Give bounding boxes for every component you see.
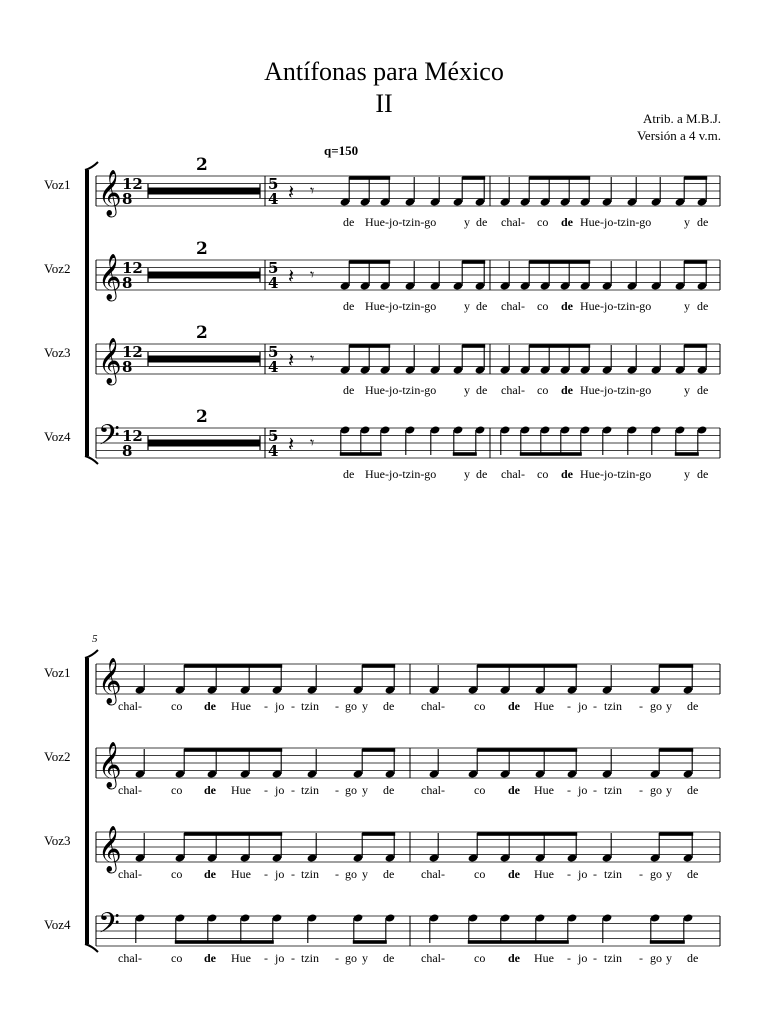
voz3-s1-beam <box>349 344 390 348</box>
voz1-s1-timesig-5-4-num: 5 <box>268 175 279 193</box>
voz2-s1-beam <box>529 260 590 264</box>
voz1-s1-beam <box>684 176 707 180</box>
lyric-syllable: de <box>476 215 488 229</box>
voice-label-voz3-system2: Voz3 <box>44 833 71 848</box>
lyric-syllable: - <box>335 699 339 713</box>
voz2-s1-quarter-rest: 𝄽 <box>288 264 295 288</box>
voz1-s2-beam <box>184 664 282 668</box>
lyric-syllable: de <box>697 215 709 229</box>
lyric-syllable: tzin <box>604 951 622 965</box>
lyric-syllable: y <box>362 783 368 797</box>
voice-label-voz1-system2: Voz1 <box>44 665 71 680</box>
voice-label-voz2-system1: Voz2 <box>44 261 71 276</box>
voz2-s1-eighth-rest: 𝄾 <box>310 265 315 284</box>
voz3-s1-treble-clef: 𝄞 <box>98 338 122 384</box>
voz4-s1-beam <box>675 452 699 456</box>
lyric-syllable: - <box>639 699 643 713</box>
lyric-syllable: de <box>561 215 573 229</box>
lyric-syllable: Hue-jo-tzin-go <box>580 215 652 229</box>
lyric-syllable: Hue-jo-tzin-go <box>580 299 652 313</box>
lyric-syllable: co <box>171 951 183 965</box>
lyric-syllable: de <box>204 783 216 797</box>
lyric-syllable: - <box>264 867 268 881</box>
lyric-syllable: - <box>639 951 643 965</box>
voz4-s2-beam <box>175 940 274 944</box>
lyric-syllable: y <box>464 215 470 229</box>
lyric-syllable: - <box>291 951 295 965</box>
lyric-syllable: de <box>508 699 520 713</box>
lyric-syllable: - <box>264 951 268 965</box>
voz4-s1-beam <box>453 452 477 456</box>
lyric-syllable: Hue <box>534 867 554 881</box>
lyric-syllable: y <box>666 699 672 713</box>
voz3-s1-eighth-rest: 𝄾 <box>310 349 315 368</box>
voz1-s1-timesig-5-4-den: 4 <box>268 190 279 208</box>
lyric-syllable: - <box>567 951 571 965</box>
lyric-syllable: de <box>687 699 699 713</box>
lyric-syllable: chal- <box>118 699 142 713</box>
lyric-syllable: de <box>508 867 520 881</box>
lyric-syllable: - <box>264 699 268 713</box>
lyric-syllable: - <box>335 951 339 965</box>
lyric-syllable: co <box>474 699 486 713</box>
voz3-s1-beam <box>462 344 485 348</box>
voz3-s2-treble-clef: 𝄞 <box>98 826 122 872</box>
lyric-syllable: chal- <box>118 951 142 965</box>
lyric-syllable: co <box>537 215 549 229</box>
voz3-s2-beam <box>362 832 395 836</box>
voz2-s1-multirest-bar <box>148 272 260 279</box>
lyric-syllable: Hue-jo-tzin-go <box>365 299 437 313</box>
lyric-syllable: - <box>567 699 571 713</box>
voz2-s1-multirest-count: 2 <box>196 239 208 259</box>
lyric-syllable: de <box>343 467 355 481</box>
lyric-syllable: - <box>593 699 597 713</box>
lyric-syllable: tzin <box>301 951 319 965</box>
lyric-syllable: co <box>474 951 486 965</box>
lyric-syllable: - <box>567 783 571 797</box>
lyric-syllable: tzin <box>301 783 319 797</box>
voz3-s1-beam <box>529 344 590 348</box>
lyric-syllable: chal- <box>501 383 525 397</box>
lyric-syllable: go <box>345 951 357 965</box>
lyric-syllable: chal- <box>421 699 445 713</box>
lyric-syllable: Hue <box>231 699 251 713</box>
voz4-s2-beam <box>650 940 685 944</box>
lyric-syllable: y <box>464 467 470 481</box>
voz2-s2-beam <box>477 748 577 752</box>
composer-line-2: Versión a 4 v.m. <box>636 128 721 143</box>
composer-line-1: Atrib. a M.B.J. <box>643 111 721 126</box>
voz3-s2-beam <box>659 832 693 836</box>
lyric-syllable: de <box>697 383 709 397</box>
lyric-syllable: go <box>650 783 662 797</box>
voice-label-voz3-system1: Voz3 <box>44 345 71 360</box>
voz4-s1-timesig-12-8-den: 8 <box>122 442 133 460</box>
lyric-syllable: jo <box>578 951 588 965</box>
voz3-s1-timesig-12-8-den: 8 <box>122 358 133 376</box>
lyric-syllable: y <box>684 299 690 313</box>
voz4-s2-beam <box>468 940 569 944</box>
lyric-syllable: - <box>593 867 597 881</box>
lyric-syllable: de <box>687 783 699 797</box>
lyric-syllable: Hue <box>534 699 554 713</box>
lyric-syllable: Hue-jo-tzin-go <box>580 467 652 481</box>
lyric-syllable: de <box>508 951 520 965</box>
lyric-syllable: de <box>383 867 395 881</box>
piece-title: Antífonas para México <box>264 57 504 86</box>
voz3-s2-beam <box>477 832 577 836</box>
system-2-bracket-top <box>85 650 98 658</box>
lyric-syllable: de <box>476 467 488 481</box>
lyric-syllable: de <box>687 867 699 881</box>
system-2-bracket <box>85 658 89 944</box>
lyric-syllable: de <box>204 951 216 965</box>
lyric-syllable: co <box>171 783 183 797</box>
piece-subtitle: II <box>375 89 393 118</box>
voz1-s2-beam <box>362 664 395 668</box>
lyric-syllable: go <box>345 867 357 881</box>
voz3-s1-timesig-12-8-num: 12 <box>122 343 143 361</box>
lyric-syllable: Hue-jo-tzin-go <box>365 467 437 481</box>
voz3-s1-multirest-count: 2 <box>196 323 208 343</box>
voz2-s1-treble-clef: 𝄞 <box>98 254 122 300</box>
lyric-syllable: chal- <box>501 299 525 313</box>
lyric-syllable: y <box>362 867 368 881</box>
tempo-marking: q=150 <box>324 143 359 158</box>
lyric-syllable: go <box>650 951 662 965</box>
voz1-s1-beam <box>462 176 485 180</box>
lyric-syllable: jo <box>275 867 285 881</box>
lyric-syllable: - <box>567 867 571 881</box>
lyric-syllable: de <box>561 383 573 397</box>
lyric-syllable: y <box>666 783 672 797</box>
voice-label-voz4-system1: Voz4 <box>44 429 71 444</box>
lyric-syllable: go <box>650 867 662 881</box>
voz3-s1-quarter-rest: 𝄽 <box>288 348 295 372</box>
lyric-syllable: de <box>476 299 488 313</box>
lyric-syllable: Hue <box>231 951 251 965</box>
lyric-syllable: - <box>593 951 597 965</box>
lyric-syllable: y <box>684 215 690 229</box>
lyric-syllable: chal- <box>118 783 142 797</box>
voz4-s1-timesig-5-4-num: 5 <box>268 427 279 445</box>
lyric-syllable: chal- <box>501 467 525 481</box>
lyric-syllable: chal- <box>421 867 445 881</box>
lyric-syllable: co <box>474 783 486 797</box>
lyric-syllable: tzin <box>301 867 319 881</box>
voz3-s1-timesig-5-4-den: 4 <box>268 358 279 376</box>
voz3-s2-beam <box>184 832 282 836</box>
lyric-syllable: y <box>666 867 672 881</box>
lyric-syllable: Hue <box>231 783 251 797</box>
voz1-s1-multirest-count: 2 <box>196 155 208 175</box>
lyric-syllable: de <box>383 951 395 965</box>
lyric-syllable: jo <box>578 783 588 797</box>
lyric-syllable: de <box>508 783 520 797</box>
lyric-syllable: - <box>335 783 339 797</box>
lyric-syllable: co <box>537 383 549 397</box>
voz1-s1-timesig-12-8-num: 12 <box>122 175 143 193</box>
lyric-syllable: jo <box>275 783 285 797</box>
voz1-s1-multirest-bar <box>148 188 260 195</box>
voz3-s1-timesig-5-4-num: 5 <box>268 343 279 361</box>
voz3-s1-multirest-bar <box>148 356 260 363</box>
voz1-s1-treble-clef: 𝄞 <box>98 170 122 216</box>
voz2-s2-beam <box>184 748 282 752</box>
lyric-syllable: y <box>464 299 470 313</box>
lyric-syllable: de <box>343 383 355 397</box>
lyric-syllable: y <box>684 383 690 397</box>
lyric-syllable: jo <box>275 699 285 713</box>
voz4-s1-multirest-bar <box>148 440 260 447</box>
voz2-s2-beam <box>362 748 395 752</box>
voz2-s1-beam <box>462 260 485 264</box>
voz2-s1-beam <box>349 260 390 264</box>
lyric-syllable: - <box>291 699 295 713</box>
lyric-syllable: chal- <box>421 951 445 965</box>
lyric-syllable: chal- <box>118 867 142 881</box>
lyric-syllable: de <box>687 951 699 965</box>
lyric-syllable: co <box>474 867 486 881</box>
voz4-s1-beam <box>520 452 582 456</box>
lyric-syllable: go <box>650 699 662 713</box>
lyric-syllable: y <box>666 951 672 965</box>
lyric-syllable: chal- <box>501 215 525 229</box>
voz1-s1-timesig-12-8-den: 8 <box>122 190 133 208</box>
voz4-s1-quarter-rest: 𝄽 <box>288 432 295 456</box>
lyric-syllable: Hue <box>534 951 554 965</box>
voz1-s2-beam <box>659 664 693 668</box>
voz4-s2-bass-clef: 𝄢 <box>98 907 120 947</box>
lyric-syllable: jo <box>275 951 285 965</box>
voz2-s1-timesig-5-4-num: 5 <box>268 259 279 277</box>
lyric-syllable: y <box>464 383 470 397</box>
lyric-syllable: Hue <box>534 783 554 797</box>
voz4-s1-timesig-12-8-num: 12 <box>122 427 143 445</box>
voz2-s1-timesig-12-8-num: 12 <box>122 259 143 277</box>
lyric-syllable: - <box>291 783 295 797</box>
lyric-syllable: co <box>171 699 183 713</box>
lyric-syllable: tzin <box>301 699 319 713</box>
lyric-syllable: tzin <box>604 699 622 713</box>
lyric-syllable: de <box>343 299 355 313</box>
lyric-syllable: Hue-jo-tzin-go <box>365 215 437 229</box>
voz1-s1-beam <box>349 176 390 180</box>
system-1-bracket-top <box>85 162 98 170</box>
voz2-s2-treble-clef: 𝄞 <box>98 742 122 788</box>
voz4-s1-eighth-rest: 𝄾 <box>310 433 315 452</box>
lyric-syllable: Hue-jo-tzin-go <box>365 383 437 397</box>
voice-label-voz4-system2: Voz4 <box>44 917 71 932</box>
voz3-s1-beam <box>684 344 707 348</box>
lyric-syllable: Hue <box>231 867 251 881</box>
lyric-syllable: - <box>291 867 295 881</box>
lyric-syllable: de <box>383 699 395 713</box>
lyric-syllable: tzin <box>604 867 622 881</box>
lyric-syllable: de <box>204 867 216 881</box>
lyric-syllable: co <box>537 299 549 313</box>
voz2-s1-timesig-12-8-den: 8 <box>122 274 133 292</box>
voz1-s1-quarter-rest: 𝄽 <box>288 180 295 204</box>
voz2-s1-beam <box>684 260 707 264</box>
lyric-syllable: de <box>343 215 355 229</box>
measure-number: 5 <box>92 633 98 645</box>
voz4-s1-beam <box>340 452 382 456</box>
lyric-syllable: y <box>362 699 368 713</box>
lyric-syllable: - <box>593 783 597 797</box>
lyric-syllable: co <box>537 467 549 481</box>
lyric-syllable: Hue-jo-tzin-go <box>580 383 652 397</box>
lyric-syllable: de <box>383 783 395 797</box>
voz2-s2-beam <box>659 748 693 752</box>
lyric-syllable: tzin <box>604 783 622 797</box>
lyric-syllable: co <box>171 867 183 881</box>
lyric-syllable: jo <box>578 867 588 881</box>
voice-label-voz1-system1: Voz1 <box>44 177 71 192</box>
voz1-s2-treble-clef: 𝄞 <box>98 658 122 704</box>
lyric-syllable: y <box>684 467 690 481</box>
lyric-syllable: go <box>345 699 357 713</box>
voz1-s2-beam <box>477 664 577 668</box>
voz1-s1-eighth-rest: 𝄾 <box>310 181 315 200</box>
lyric-syllable: de <box>476 383 488 397</box>
voz4-s1-timesig-5-4-den: 4 <box>268 442 279 460</box>
system-1-bracket <box>85 170 89 456</box>
lyric-syllable: y <box>362 951 368 965</box>
lyric-syllable: de <box>561 299 573 313</box>
lyric-syllable: - <box>639 783 643 797</box>
lyric-syllable: de <box>697 467 709 481</box>
lyric-syllable: de <box>561 467 573 481</box>
lyric-syllable: - <box>639 867 643 881</box>
voice-label-voz2-system2: Voz2 <box>44 749 71 764</box>
voz1-s1-beam <box>529 176 590 180</box>
voz4-s2-beam <box>353 940 387 944</box>
lyric-syllable: jo <box>578 699 588 713</box>
lyric-syllable: chal- <box>421 783 445 797</box>
lyric-syllable: - <box>335 867 339 881</box>
lyric-syllable: - <box>264 783 268 797</box>
voz4-s1-multirest-count: 2 <box>196 407 208 427</box>
lyric-syllable: de <box>697 299 709 313</box>
lyric-syllable: go <box>345 783 357 797</box>
voz4-s1-bass-clef: 𝄢 <box>98 419 120 459</box>
voz2-s1-timesig-5-4-den: 4 <box>268 274 279 292</box>
lyric-syllable: de <box>204 699 216 713</box>
